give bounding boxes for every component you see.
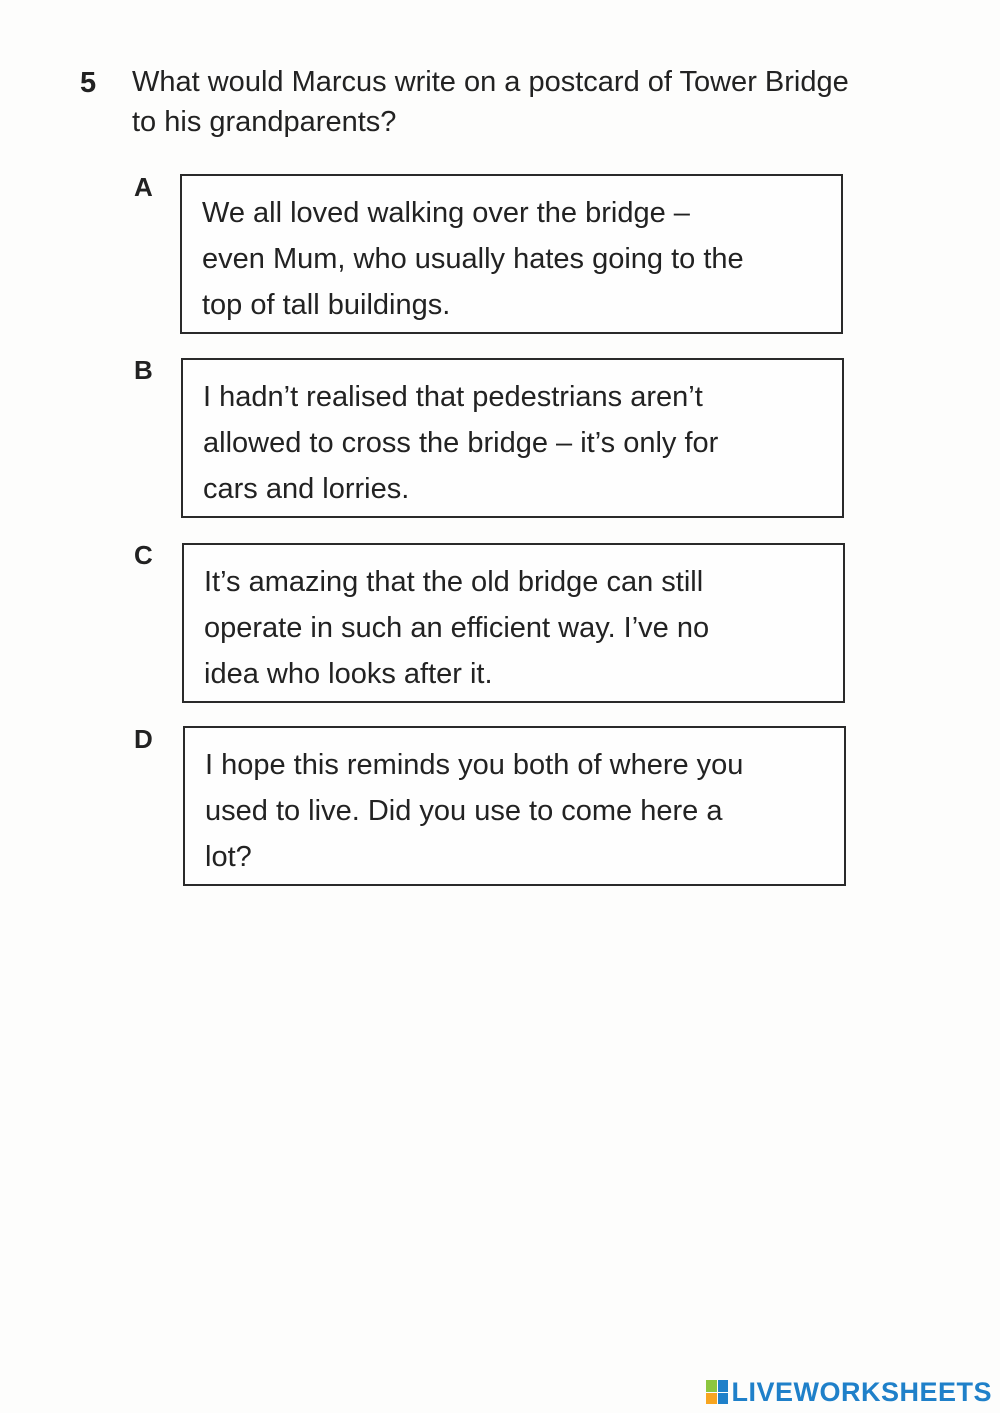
logo-cell	[706, 1380, 717, 1392]
option-d-line-1: I hope this reminds you both of where you	[205, 749, 744, 781]
liveworksheets-brand: LIVEWORKSHEETS	[731, 1376, 992, 1407]
option-c-text	[204, 559, 829, 697]
option-b-box[interactable]	[181, 358, 844, 518]
liveworksheets-watermark	[706, 1377, 992, 1407]
option-a-box[interactable]	[180, 174, 843, 334]
logo-cell	[718, 1393, 729, 1405]
option-a-text	[202, 190, 827, 328]
option-c-box[interactable]	[182, 543, 845, 703]
option-a-line-2: even Mum, who usually hates going to the	[202, 243, 744, 275]
question-text: What would Marcus write on a postcard of Tower Bridge to his grandparents?	[132, 66, 849, 138]
option-c-line-2: operate in such an efficient way. I’ve no	[204, 612, 710, 644]
option-a-letter: A	[134, 172, 153, 202]
option-b-letter: B	[134, 355, 153, 385]
option-b-line-3: cars and lorries.	[203, 473, 410, 505]
option-d-text	[205, 742, 830, 880]
option-b-line-2: allowed to cross the bridge – it’s only for	[203, 427, 719, 459]
option-b-text	[203, 374, 828, 512]
option-a-line-3: top of tall buildings.	[202, 289, 451, 321]
option-d-line-3: lot?	[205, 841, 252, 873]
option-c-letter: C	[134, 540, 153, 570]
option-b-line-1: I hadn’t realised that pedestrians aren’t	[203, 381, 703, 413]
option-d-letter: D	[134, 724, 153, 754]
liveworksheets-logo-icon	[706, 1380, 728, 1404]
logo-cell	[718, 1380, 729, 1392]
option-a-line-1: We all loved walking over the bridge –	[202, 197, 690, 229]
option-d-box[interactable]	[183, 726, 846, 886]
option-c-line-1: It’s amazing that the old bridge can still	[204, 566, 704, 598]
logo-cell	[706, 1393, 717, 1405]
option-c-line-3: idea who looks after it.	[204, 658, 493, 690]
question-number: 5	[80, 67, 97, 99]
option-d-line-2: used to live. Did you use to come here a	[205, 795, 723, 827]
